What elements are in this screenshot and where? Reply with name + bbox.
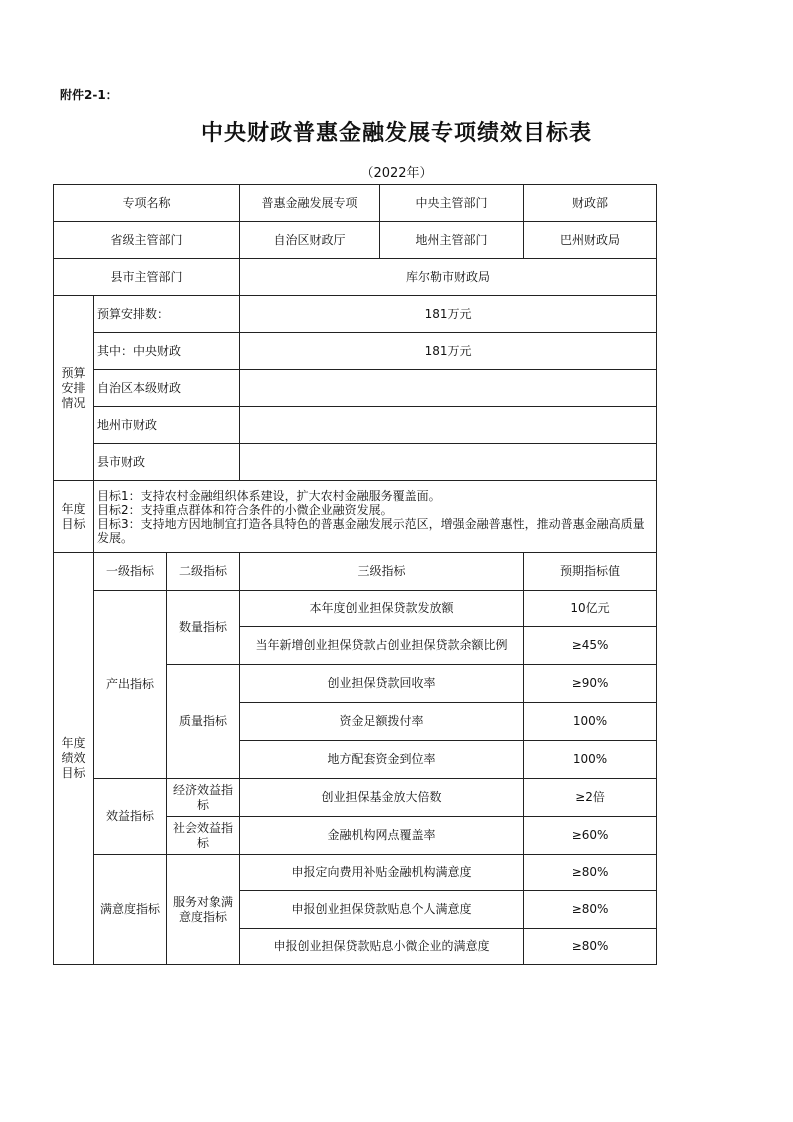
budget-row-label: 自治区本级财政 xyxy=(94,370,240,407)
header-level1: 一级指标 xyxy=(94,553,167,591)
prefecture-dept: 巴州财政局 xyxy=(524,222,657,259)
province-dept-label: 省级主管部门 xyxy=(54,222,240,259)
county-dept: 库尔勒市财政局 xyxy=(240,259,657,296)
budget-section-label: 预算安排情况 xyxy=(54,296,94,481)
indicator-row xyxy=(54,779,657,817)
budget-row-value xyxy=(240,407,657,444)
year-label: （2022年） xyxy=(360,166,433,181)
info-row xyxy=(54,259,657,296)
central-dept: 财政部 xyxy=(524,185,657,222)
indicator-value: 100% xyxy=(524,703,657,741)
indicator-name: 申报定向费用补贴金融机构满意度 xyxy=(240,855,524,891)
goal-line: 目标3：支持地方因地制宜打造各具特色的普惠金融发展示范区，增强金融普惠性，推动普惠金融高质量发展。 xyxy=(97,516,645,545)
province-dept: 自治区财政厅 xyxy=(240,222,380,259)
indicator-name: 本年度创业担保贷款发放额 xyxy=(240,591,524,627)
county-dept-label: 县市主管部门 xyxy=(54,259,240,296)
page-title: 中央财政普惠金融发展专项绩效目标表 xyxy=(200,120,592,146)
annual-goals-row xyxy=(54,481,657,553)
indicator-name: 创业担保基金放大倍数 xyxy=(240,779,524,817)
budget-row-label: 其中：中央财政 xyxy=(94,333,240,370)
satisfaction-indicator-label: 满意度指标 xyxy=(94,855,167,965)
indicator-value: ≥45% xyxy=(524,627,657,665)
info-row xyxy=(54,185,657,222)
project-name: 普惠金融发展专项 xyxy=(240,185,380,222)
benefit-indicator-label: 效益指标 xyxy=(94,779,167,855)
budget-row xyxy=(54,296,657,333)
goal-line: 目标2：支持重点群体和符合条件的小微企业融资发展。 xyxy=(97,502,393,517)
budget-row-label: 县市财政 xyxy=(94,444,240,481)
project-name-label: 专项名称 xyxy=(54,185,240,222)
indicator-name: 资金足额拨付率 xyxy=(240,703,524,741)
indicator-value: ≥80% xyxy=(524,855,657,891)
indicator-name: 申报创业担保贷款贴息小微企业的满意度 xyxy=(240,929,524,965)
indicator-value: 100% xyxy=(524,741,657,779)
header-level3: 三级指标 xyxy=(240,553,524,591)
budget-row xyxy=(54,407,657,444)
quality-indicator-label: 质量指标 xyxy=(167,665,240,779)
budget-row xyxy=(54,333,657,370)
indicator-value: ≥80% xyxy=(524,929,657,965)
budget-row-label: 地州市财政 xyxy=(94,407,240,444)
budget-row xyxy=(54,370,657,407)
budget-row xyxy=(54,444,657,481)
indicator-header-row xyxy=(54,553,657,591)
indicator-name: 当年新增创业担保贷款占创业担保贷款余额比例 xyxy=(240,627,524,665)
header-level2: 二级指标 xyxy=(167,553,240,591)
indicator-row xyxy=(54,855,657,891)
economic-benefit-label: 经济效益指标 xyxy=(167,779,240,817)
quantity-indicator-label: 数量指标 xyxy=(167,591,240,665)
output-indicator-label: 产出指标 xyxy=(94,591,167,779)
indicator-name: 地方配套资金到位率 xyxy=(240,741,524,779)
budget-row-value: 181万元 xyxy=(240,296,657,333)
indicator-value: ≥2倍 xyxy=(524,779,657,817)
budget-row-value: 181万元 xyxy=(240,333,657,370)
indicator-value: 10亿元 xyxy=(524,591,657,627)
goal-line: 目标1：支持农村金融组织体系建设，扩大农村金融服务覆盖面。 xyxy=(97,488,441,503)
budget-row-label: 预算安排数： xyxy=(94,296,240,333)
header-expected: 预期指标值 xyxy=(524,553,657,591)
info-row xyxy=(54,222,657,259)
annual-goals-label: 年度目标 xyxy=(54,481,94,553)
central-dept-label: 中央主管部门 xyxy=(380,185,524,222)
attachment-label: 附件2-1： xyxy=(60,88,118,102)
indicator-name: 创业担保贷款回收率 xyxy=(240,665,524,703)
performance-goal-table xyxy=(53,184,657,965)
indicator-value: ≥90% xyxy=(524,665,657,703)
indicator-name: 申报创业担保贷款贴息个人满意度 xyxy=(240,891,524,929)
social-benefit-label: 社会效益指标 xyxy=(167,817,240,855)
budget-row-value xyxy=(240,370,657,407)
indicator-value: ≥80% xyxy=(524,891,657,929)
indicator-value: ≥60% xyxy=(524,817,657,855)
prefecture-dept-label: 地州主管部门 xyxy=(380,222,524,259)
indicator-name: 金融机构网点覆盖率 xyxy=(240,817,524,855)
performance-label: 年度绩效目标 xyxy=(54,553,94,965)
service-satisfaction-label: 服务对象满意度指标 xyxy=(167,855,240,965)
budget-row-value xyxy=(240,444,657,481)
indicator-row xyxy=(54,591,657,627)
annual-goals-text xyxy=(94,481,657,553)
